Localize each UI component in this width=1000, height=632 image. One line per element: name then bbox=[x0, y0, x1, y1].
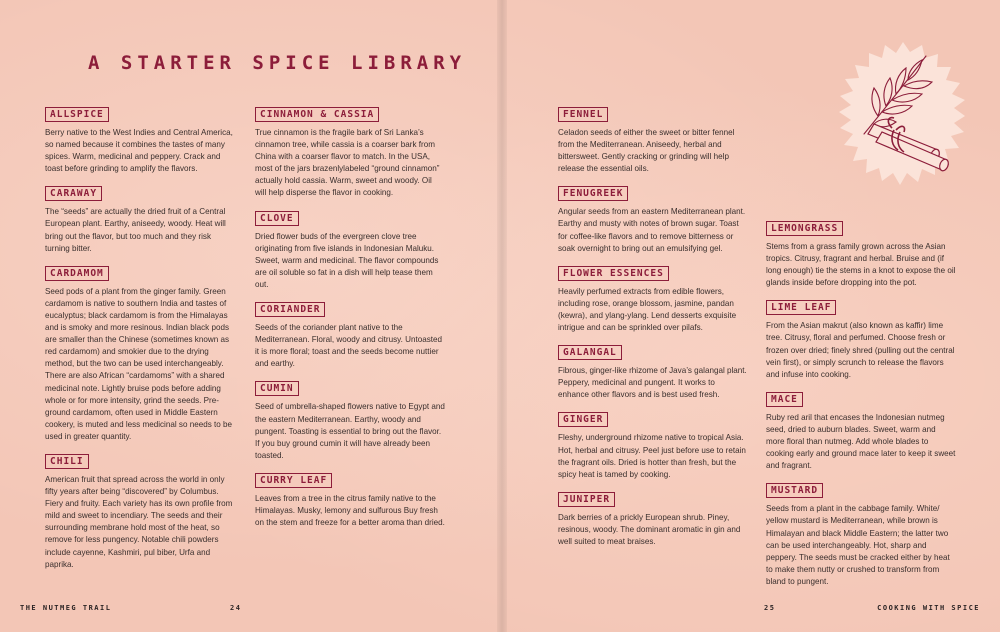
spice-label: FENUGREEK bbox=[558, 186, 628, 201]
spice-entry-chili bbox=[45, 451, 235, 571]
spice-description: Seeds from a plant in the cabbage family. White/ yellow mustard is Mediterranean, while brown is Himalayan and black Middle Eastern; the latter two can be used interchangeably. Hot, sharp and peppery. The seeds must be cracked either by heat to make them nutty or crushed to transform from bland to pungent. bbox=[766, 504, 950, 586]
spice-label: MACE bbox=[766, 392, 803, 407]
spice-label: CINNAMON & CASSIA bbox=[255, 107, 379, 122]
spice-label: FLOWER ESSENCES bbox=[558, 266, 669, 281]
spice-label: CARAWAY bbox=[45, 186, 102, 201]
spice-entry-mace bbox=[766, 389, 956, 472]
spice-label: JUNIPER bbox=[558, 492, 615, 507]
spice-entry-ginger bbox=[558, 409, 748, 480]
spice-description: Heavily perfumed extracts from edible flowers, including rose, orange blossom, jasmine, pandan (kewra), and ylang-ylang. Lend desserts exquisite intrigue and can be sprinkled over pilafs. bbox=[558, 286, 737, 333]
footer-chapter-title: COOKING WITH SPICE bbox=[877, 604, 980, 612]
spice-description: Seed pods of a plant from the ginger family. Green cardamom is native to southern India and tastes of eucalyptus; black cardamom is from the Himalayas and is smoky and more resinous. Indian black pods are smaller than the Chinese (sometimes known as red cardamom) and smokier due to the drying method, but the two can be used interchangeably. There are also African “cardamoms” with a shared medicinal note. Lightly bruise pods before adding whole or for more intensity, grind the seeds. Pre-ground cardamom, often used in Middle Eastern cookery, is muted and less medicinal so needs to be used in greater quantity. bbox=[45, 286, 233, 441]
column-4 bbox=[766, 218, 956, 596]
spice-label: CLOVE bbox=[255, 211, 299, 226]
spice-entry-mustard bbox=[766, 480, 956, 588]
spice-entry-flower-essences bbox=[558, 263, 748, 334]
spice-description: Ruby red aril that encases the Indonesian nutmeg seed, dried to auburn blades. Sweet, warm and more floral than nutmeg. Add whole blades to cooking early and ground mace later to keep it sweet and fragrant. bbox=[766, 412, 956, 471]
spice-description: Celadon seeds of either the sweet or bitter fennel from the Mediterranean. Aniseedy, herbal and bittersweet. Gently cracking or grinding will help release the essential oils. bbox=[558, 128, 735, 174]
spice-entry-clove bbox=[255, 208, 445, 291]
spice-description: Dark berries of a prickly European shrub. Piney, resinous, woody. The dominant aromatic in gin and well suited to meat braises. bbox=[558, 512, 741, 546]
column-1 bbox=[45, 104, 235, 579]
spice-entry-coriander bbox=[255, 299, 445, 370]
spice-label: GALANGAL bbox=[558, 345, 622, 360]
spice-entry-fennel bbox=[558, 104, 748, 175]
spice-label: MUSTARD bbox=[766, 483, 823, 498]
spice-entry-allspice bbox=[45, 104, 235, 175]
spice-entry-cinnamon-cassia bbox=[255, 104, 445, 200]
spice-entry-lemongrass bbox=[766, 218, 956, 289]
spice-description: Seed of umbrella-shaped flowers native to Egypt and the eastern Mediterranean. Earthy, woody and pungent. Toasting is essential to bring out the flavor. If you buy ground cumin it will have already been toasted. bbox=[255, 402, 445, 460]
spice-description: Fibrous, ginger-like rhizome of Java’s galangal plant. Peppery, medicinal and pungent. It works to enhance other flavors and is best used fresh. bbox=[558, 366, 747, 400]
spice-entry-lime-leaf bbox=[766, 297, 956, 380]
spice-label: CHILI bbox=[45, 454, 89, 469]
spice-entry-galangal bbox=[558, 342, 748, 401]
spice-entry-curry-leaf bbox=[255, 470, 445, 529]
spice-label: LIME LEAF bbox=[766, 300, 836, 315]
page-number-left: 24 bbox=[230, 604, 242, 612]
spice-entry-cumin bbox=[255, 378, 445, 461]
spice-label: CORIANDER bbox=[255, 302, 325, 317]
spice-description: Dried flower buds of the evergreen clove tree originating from five islands in Indonesian Maluku. Sweet, warm and medicinal. The flavor compounds are oil soluble so fat in a dish will help tease them out. bbox=[255, 231, 439, 289]
spice-description: Angular seeds from an eastern Mediterranean plant. Earthy and musty with notes of brown sugar. Toast for coffee-like flavors and to remove bitterness or soak overnight to bring out an emulsifying gel. bbox=[558, 207, 746, 253]
spice-label: FENNEL bbox=[558, 107, 608, 122]
page-number-right: 25 bbox=[764, 604, 776, 612]
spice-label: CARDAMOM bbox=[45, 266, 109, 281]
spice-entry-fenugreek bbox=[558, 183, 748, 254]
spice-description: The “seeds” are actually the dried fruit of a Central European plant. Earthy, aniseedy, woody. Heat will bring out the flavor, but too much and they risk turning bitter. bbox=[45, 207, 226, 253]
spice-description: Berry native to the West Indies and Central America, so named because it combines the tastes of many spices. Warm, medicinal and peppery. Crack and toast before grinding to amplify the flavors. bbox=[45, 128, 233, 174]
footer-book-title: THE NUTMEG TRAIL bbox=[20, 604, 112, 612]
spice-entry-caraway bbox=[45, 183, 235, 254]
page-gutter bbox=[497, 0, 507, 632]
spice-entry-cardamom bbox=[45, 263, 235, 443]
column-3 bbox=[558, 104, 748, 556]
page-title: A STARTER SPICE LIBRARY bbox=[88, 52, 467, 74]
spice-label: ALLSPICE bbox=[45, 107, 109, 122]
cinnamon-illustration-icon bbox=[834, 42, 972, 190]
spice-entry-juniper bbox=[558, 489, 748, 548]
spice-label: CUMIN bbox=[255, 381, 299, 396]
spice-description: From the Asian makrut (also known as kaffir) lime tree. Citrusy, floral and perfumed. Choose fresh or frozen over dried; finely shred (pulling out the central vein first), or simply scrunch to release the flavors and infuse into cooking. bbox=[766, 321, 955, 379]
spice-label: LEMONGRASS bbox=[766, 221, 843, 236]
spice-description: Stems from a grass family grown across the Asian tropics. Citrusy, fragrant and herbal. Bruise and (if long enough) tie the stems in a knot to expose the oil glands inside before dropping into the pot. bbox=[766, 242, 956, 288]
spice-description: Leaves from a tree in the citrus family native to the Himalayas. Musky, lemony and sulfurous Buy fresh on the stem and freeze for a better aroma than dried. bbox=[255, 493, 445, 528]
spice-description: Seeds of the coriander plant native to the Mediterranean. Floral, woody and citrusy. Untoasted it is more floral; toast and the seeds become nuttier and earthy. bbox=[255, 323, 442, 369]
spice-label: CURRY LEAF bbox=[255, 473, 332, 488]
spice-label: GINGER bbox=[558, 412, 608, 427]
column-2 bbox=[255, 104, 445, 537]
spice-description: True cinnamon is the fragile bark of Sri Lanka’s cinnamon tree, while cassia is a coarser bark from China with a coarser flavor to match. In the USA, most of the jars brazenlylabeled “ground cinnamon” actually hold cassia. Warm, sweet and woody. Oil will help disperse the flavor in cooking. bbox=[255, 128, 440, 198]
spice-description: Fleshy, underground rhizome native to tropical Asia. Hot, herbal and citrusy. Peel just before use to retain the fragrant oils. Dried is hotter than fresh, but the spicy heat is tamed by cooking. bbox=[558, 433, 746, 479]
spice-description: American fruit that spread across the world in only fifty years after being “discovered” by Columbus. Fiery and fruity. Each variety has its own profile from mild and sweet to incendiary. The seeds and their surrounding membrane hold most of the heat, so remove for less pungency. Notable chili powders include cayenne, Kashmiri, pul biber, Urfa and paprika. bbox=[45, 474, 233, 569]
